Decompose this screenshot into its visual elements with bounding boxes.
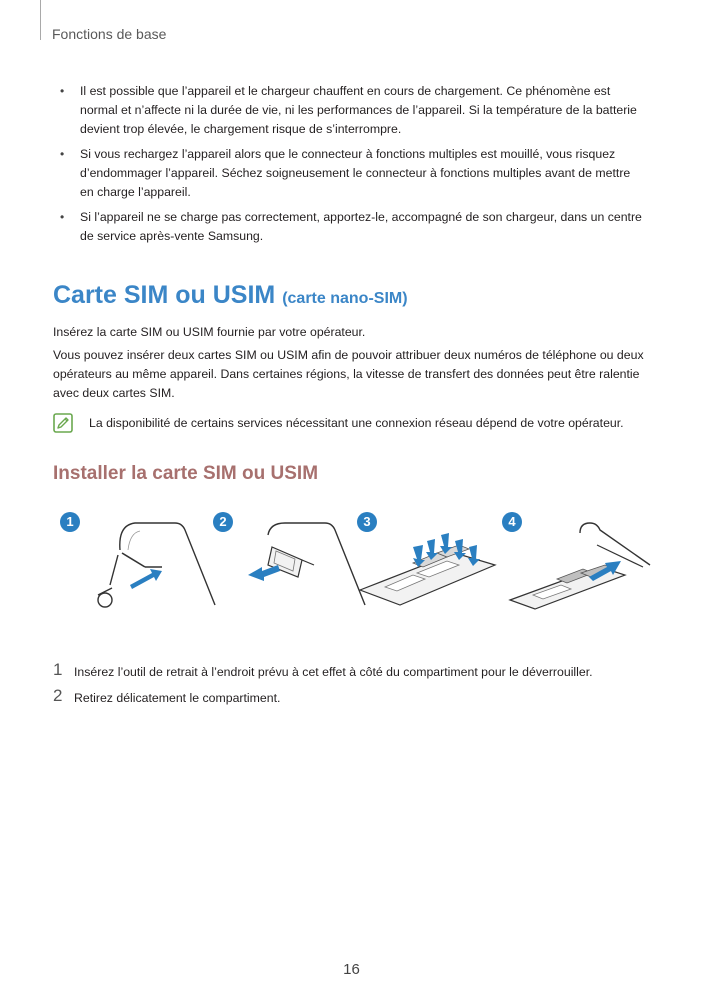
note-pencil-icon — [53, 413, 73, 433]
body-paragraph: Vous pouvez insérer deux cartes SIM ou USIM afin de pouvoir attribuer deux numéros de téléphone ou deux opérateurs au même appareil. Dans certaines régions, la vitesse de transfert des données peut être ralentie avec deux cartes SIM. — [53, 348, 644, 400]
bullet-item — [56, 208, 646, 246]
step-badge-2: 2 — [213, 512, 233, 532]
install-title: Installer la carte SIM ou USIM — [53, 463, 319, 484]
page-number: 16 — [343, 961, 360, 978]
bullet-text: Si vous rechargez l’appareil alors que le connecteur à fonctions multiples est mouillé, vous risquez d’endommager l’appareil. Séchez soigneusement le connecteur à fonctions multiples avant de mettre en charge l’appareil. — [80, 147, 631, 199]
step-badge-4: 4 — [502, 512, 522, 532]
charging-notes — [56, 82, 646, 252]
section-subtitle: (carte nano-SIM) — [282, 290, 408, 307]
tray-insert-illustration — [505, 505, 655, 625]
section-title-text: Carte SIM ou USIM — [53, 281, 276, 309]
bullet-dot: • — [60, 147, 65, 161]
note — [53, 412, 653, 436]
step-item — [53, 660, 673, 689]
step-number: 2 — [53, 686, 63, 705]
running-header: Fonctions de base — [52, 26, 167, 42]
bullet-text: Il est possible que l’appareil et le chargeur chauffent en cours de chargement. Ce phénomène est normal et n’affecte ni la durée de vie, ni les performances de l’appareil. Si la température de la batterie devient trop élevée, le chargement risque de s’interrompre. — [80, 84, 637, 136]
bullet-text: Si l’appareil ne se charge pas correctement, apportez-le, accompagné de son chargeur, dans un centre de service après-vente Samsung. — [80, 210, 642, 243]
note-text: La disponibilité de certains services nécessitant une connexion réseau dépend de votre opérateur. — [89, 416, 624, 430]
header-rule — [40, 0, 41, 40]
install-steps — [53, 660, 673, 715]
step-text: Insérez l’outil de retrait à l’endroit prévu à cet effet à côté du compartiment pour le déverrouiller. — [74, 665, 593, 679]
step-badge-1: 1 — [60, 512, 80, 532]
step-text: Retirez délicatement le compartiment. — [74, 691, 281, 705]
bullet-dot: • — [60, 210, 65, 224]
intro-paragraph: Insérez la carte SIM ou USIM fournie par votre opérateur. — [53, 325, 366, 339]
step-item — [53, 686, 673, 715]
bullet-item — [56, 82, 646, 139]
bullet-item — [56, 145, 646, 202]
bullet-dot: • — [60, 84, 65, 98]
step-number: 1 — [53, 660, 63, 679]
sim-insert-illustration — [355, 505, 505, 625]
ejection-pin-illustration — [90, 505, 240, 625]
section-title — [53, 281, 408, 310]
step-badge-3: 3 — [357, 512, 377, 532]
